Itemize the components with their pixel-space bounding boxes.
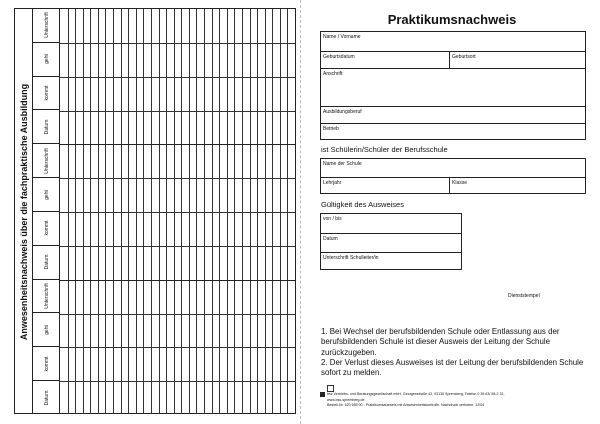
year-label: Lehrjahr: [323, 180, 342, 186]
grid-column-line: [265, 9, 266, 413]
grid-row-line: [60, 178, 295, 179]
grid-column-line: [159, 9, 160, 413]
grid-column-line: [287, 9, 288, 413]
row-label-text: Unterschrift: [43, 283, 50, 309]
grid-column-line: [257, 9, 258, 413]
fold-line: [300, 0, 301, 424]
grid-column-line: [113, 9, 114, 413]
grid-column-line: [280, 9, 281, 413]
note-1: 1. Bei Wechsel der berufsbildenden Schule oder Entlassung aus der berufsbildenden Schule ist dieser Ausweis der Leitung der Schule zurückzugeben.: [321, 327, 560, 357]
address-label: Anschrift: [323, 71, 343, 77]
grid-row-line: [60, 144, 295, 145]
birthplace-field[interactable]: [449, 51, 585, 68]
row-label-column: [33, 9, 60, 413]
year-field[interactable]: [321, 177, 449, 194]
school-name-field[interactable]: [321, 159, 585, 177]
attendance-sheet: [14, 8, 296, 414]
grid-row-line: [60, 43, 295, 44]
profession-label: Ausbildungsberuf: [323, 109, 362, 115]
row-label-text: Datum: [43, 119, 50, 135]
grid-column-line: [272, 9, 273, 413]
birthdate-field[interactable]: [321, 51, 449, 68]
row-label: [33, 347, 60, 381]
row-label-text: Datum: [43, 390, 50, 406]
grid-column-line: [242, 9, 243, 413]
row-label: [33, 381, 60, 415]
row-label: [33, 9, 60, 43]
grid-column-line: [143, 9, 144, 413]
row-label: [33, 43, 60, 77]
card-title: Praktikumsnachweis: [387, 12, 517, 27]
row-label-text: kommt: [43, 85, 50, 101]
grid-column-line: [181, 9, 182, 413]
attendance-title: Anwesenheitsnachweis über die fachpraktische Ausbildung: [19, 83, 29, 341]
grid-column-line: [250, 9, 251, 413]
personal-data-box: [320, 31, 586, 140]
grid-column-line: [105, 9, 106, 413]
grid-row-line: [60, 246, 295, 247]
row-label: [33, 280, 60, 314]
validity-box: [320, 213, 462, 270]
signature-label: Unterschrift Schulleiter/in: [323, 255, 379, 261]
grid-row-line: [60, 280, 295, 281]
name-field[interactable]: [321, 32, 585, 51]
row-label-text: geht: [43, 189, 50, 200]
row-label-text: kommt: [43, 220, 50, 236]
grid-column-line: [68, 9, 69, 413]
attendance-title-column: [15, 9, 33, 413]
class-label: Klasse: [452, 180, 468, 186]
grid-column-line: [151, 9, 152, 413]
name-label: Name / Vorname: [323, 34, 361, 40]
profession-field[interactable]: [321, 106, 585, 123]
row-label-text: Unterschrift: [43, 147, 50, 174]
grid-column-line: [212, 9, 213, 413]
birthplace-label: Geburtsort: [452, 54, 476, 60]
grid-column-line: [128, 9, 129, 413]
grid-column-line: [219, 9, 220, 413]
grid-row-line: [60, 314, 295, 315]
row-label-text: geht: [43, 54, 50, 65]
attendance-grid: [60, 9, 295, 413]
footer: [327, 392, 505, 409]
class-field[interactable]: [449, 177, 585, 194]
grid-column-line: [75, 9, 76, 413]
grid-column-line: [98, 9, 99, 413]
checkbox[interactable]: [327, 385, 334, 392]
date-field[interactable]: [321, 233, 461, 252]
address-field[interactable]: [321, 68, 585, 106]
grid-column-line: [83, 9, 84, 413]
grid-column-line: [136, 9, 137, 413]
note-2: 2. Der Verlust dieses Ausweises ist der Leitung der berufsbildenden Schule sofort zu melden.: [321, 357, 584, 378]
grid-column-line: [204, 9, 205, 413]
publisher-logo-icon: [320, 392, 325, 397]
school-name-label: Name der Schule: [323, 161, 362, 167]
date-label: Datum: [323, 236, 338, 242]
row-label: [33, 212, 60, 246]
row-label: [33, 314, 60, 348]
signature-field[interactable]: [321, 252, 461, 270]
grid-row-line: [60, 212, 295, 213]
grid-column-line: [189, 9, 190, 413]
grid-column-line: [166, 9, 167, 413]
grid-column-line: [121, 9, 122, 413]
row-label-text: geht: [43, 325, 50, 335]
row-label-text: kommt: [43, 356, 50, 372]
notes: [321, 327, 585, 378]
grid-column-line: [234, 9, 235, 413]
company-field[interactable]: [321, 123, 585, 140]
row-label-text: Unterschrift: [43, 12, 50, 39]
stamp-label: Dienststempel: [508, 293, 540, 299]
from-to-field[interactable]: [321, 214, 461, 233]
row-label: [33, 77, 60, 111]
grid-column-line: [90, 9, 91, 413]
birthdate-label: Geburtsdatum: [323, 54, 355, 60]
footer-line-1: bsv Vertriebs- und Beratungsgesellschaft mbH, Georgenstraße 43, 03130 Spremberg, Telefon 0 35 63/ 58-2 31,: [327, 392, 505, 396]
grid-row-line: [60, 77, 295, 78]
grid-column-line: [196, 9, 197, 413]
school-heading: ist Schülerin/Schüler der Berufsschule: [321, 145, 448, 154]
grid-column-line: [174, 9, 175, 413]
grid-row-line: [60, 381, 295, 382]
company-label: Betrieb: [323, 126, 339, 132]
from-to-label: von / bis: [323, 216, 342, 222]
row-label-text: Datum: [43, 254, 50, 270]
row-label: [33, 111, 60, 145]
school-box: [320, 158, 586, 194]
validity-heading: Gültigkeit des Ausweises: [321, 200, 404, 209]
grid-row-line: [60, 347, 295, 348]
grid-row-line: [60, 111, 295, 112]
row-label: [33, 144, 60, 178]
grid-column-line: [227, 9, 228, 413]
footer-line-3: Bestell-Nr. 520 555 00 - Praktikumsausweis mit Anwesenheitskontrolle. Nachdruck verboten. 12/04: [327, 403, 485, 408]
row-label: [33, 246, 60, 280]
row-label: [33, 178, 60, 212]
footer-line-2: www.bsv-spremberg.de: [327, 397, 365, 402]
